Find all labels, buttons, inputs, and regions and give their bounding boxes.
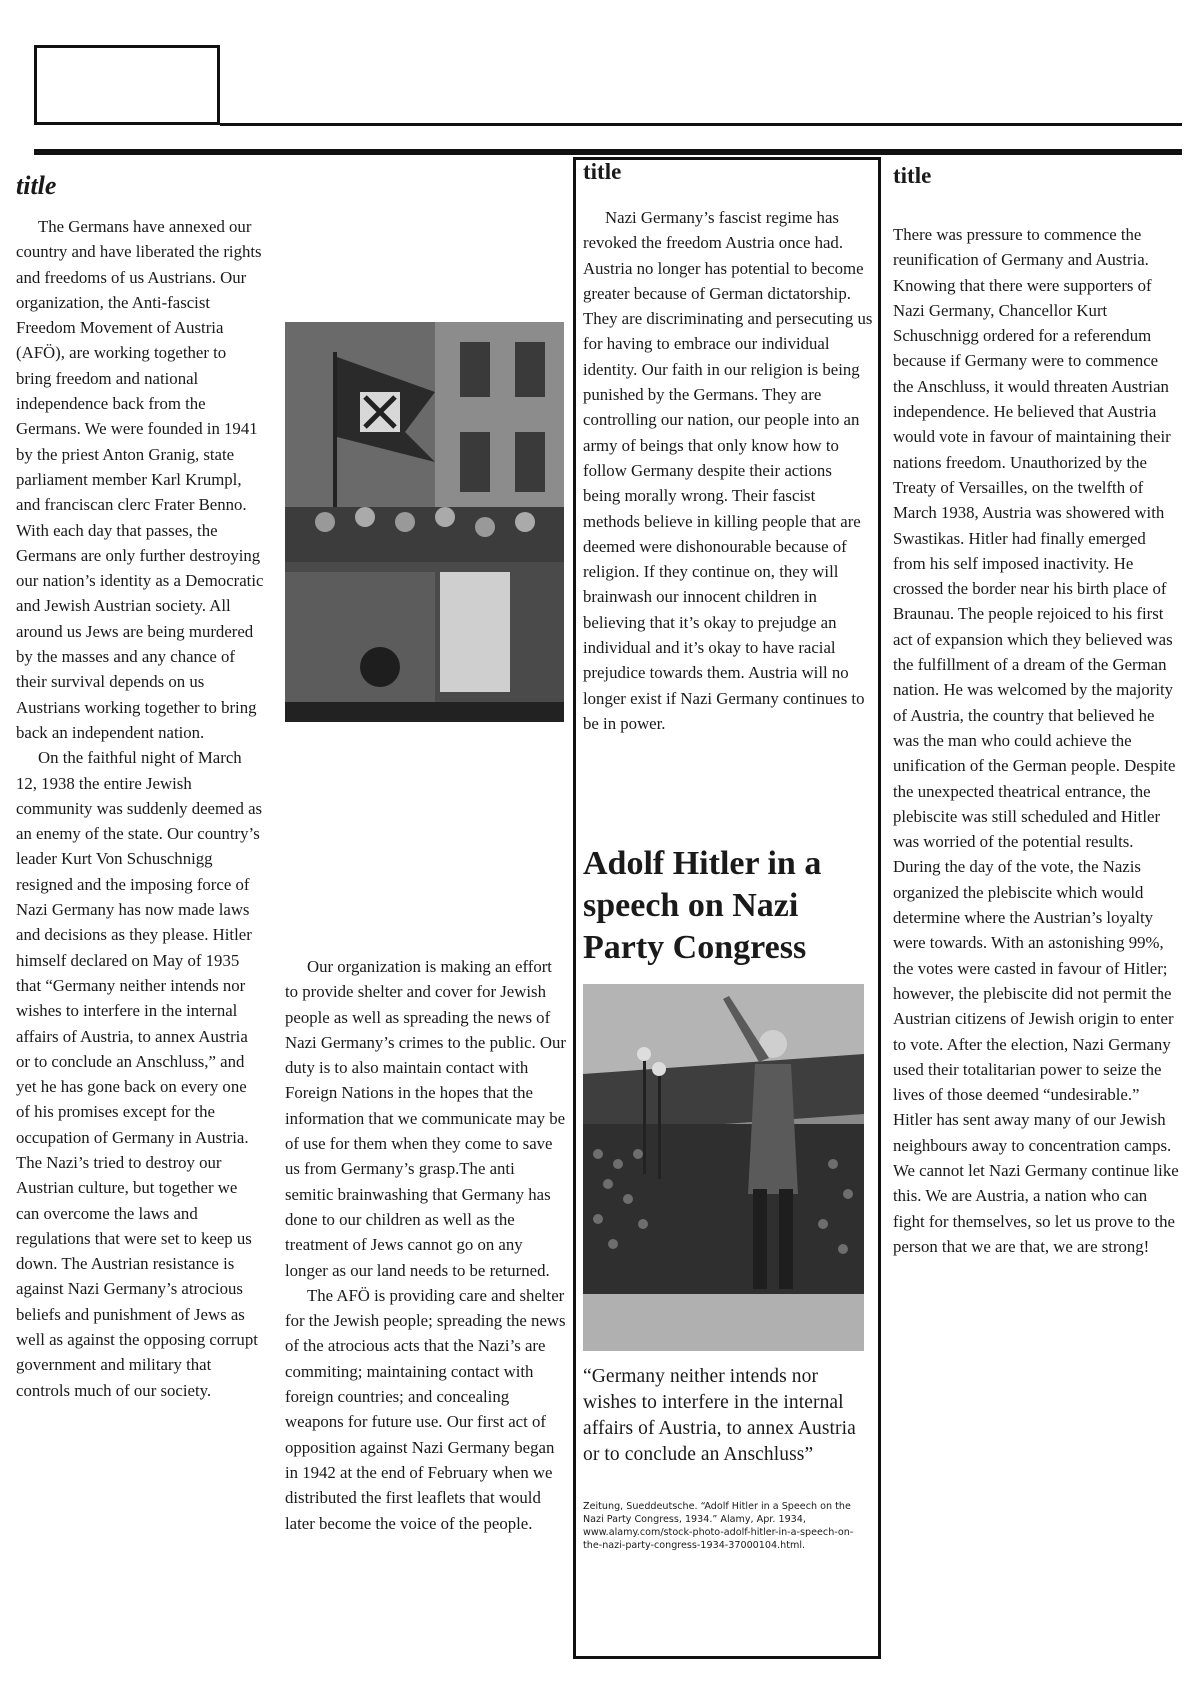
sidebar-paragraph: Nazi Germany’s fascist regime has revoked the freedom Austria once had. Austria no longer has potential to become greater because of German dictatorship. They are discriminating and persecuting us for having to embrace our individual identity. Our faith in our religion is being punished by the Germans. They are controlling our nation, our people into an army of beings that only know how to follow Germany despite their actions being morally wrong. Their fascist methods believe in killing people that are deemed were dishonourable because of religion. If they continue on, they will brainwash our innocent children in believing that it’s okay to prejudge an individual and it’s okay to have racial prejudice towards them. Austria will no longer exist if Nazi Germany continues to be in power. bbox=[583, 208, 873, 733]
truck-rally-photo bbox=[285, 322, 564, 722]
sidebar-title: title bbox=[583, 159, 622, 184]
middle-paragraph: Our organization is making an effort to provide shelter and cover for Jewish people as well as spreading the news of Nazi Germany’s crimes to the public. Our duty is to also maintain contact with Foreign Nations in the hopes that the information that we communicate may be of use for them when they come to save us from Germany’s grasp.The anti semitic brainwashing that Germany has done to our children as well as the treatment of Jews cannot go on any longer as our land needs to be returned. bbox=[285, 957, 567, 1280]
speech-photo bbox=[583, 984, 864, 1351]
left-paragraph: On the faithful night of March 12, 1938 the entire Jewish community was suddenly deemed as an enemy of the state. Our country’s leader Kurt Von Schuschnigg resigned and the imposing force of Nazi Germany has now made laws and decisions as they please. Hitler himself declared on May of 1935 that “Germany neither intends nor wishes to interfere in the internal affairs of Austria, to annex Austria or to conclude an Anschluss,” and yet he has gone back on every one of his promises except for the occupation of Germany in Austria. The Nazi’s tried to destroy our Austrian culture, but together we can overcome the laws and regulations that were set to keep us down. The Austrian resistance is against Nazi Germany’s atrocious beliefs and punishment of Jews as well as against the opposing corrupt government and military that controls much of our society. bbox=[16, 748, 263, 1400]
photo-headline: Adolf Hitler in a speech on Nazi Party Congress bbox=[583, 845, 822, 966]
left-paragraph: The Germans have annexed our country and have liberated the rights and freedoms of us Austrians. Our organization, the Anti-fascist Freedom Movement of Austria (AFÖ), are working together to bring freedom and national independence back from the Germans. We were founded in 1941 by the priest Anton Granig, state parliament member Karl Krumpl, and franciscan clerc Frater Benno. With each day that passes, the Germans are only further destroying our nation’s identity as a Democratic and Jewish Austrian society. All around us Jews are being murdered by the masses and any chance of their survival depends on us Austrians working together to bring back an independent nation. bbox=[16, 217, 264, 742]
masthead-rule-thin bbox=[220, 123, 1182, 126]
masthead-box bbox=[34, 45, 220, 125]
right-column-body bbox=[893, 222, 1182, 1259]
quote: “Germany neither intends nor wishes to interfere in the internal affairs of Austria, to annex Austria or to conclude an Anschluss” bbox=[583, 1366, 856, 1465]
sidebar-body bbox=[583, 205, 873, 736]
middle-paragraph: The AFÖ is providing care and shelter for the Jewish people; spreading the news of the atrocious acts that the Nazi’s are commiting; maintaining contact with foreign countries; and concealing weapons for future use. Our first act of opposition against Nazi Germany began in 1942 at the end of February when we distributed the first leaflets that would later become the voice of the people. bbox=[285, 1285, 566, 1533]
truck-rally-photo-icon bbox=[285, 322, 564, 722]
left-column-title: title bbox=[16, 171, 57, 200]
left-column-body bbox=[16, 214, 264, 1403]
middle-column-body bbox=[285, 954, 567, 1536]
masthead-rule-thick bbox=[34, 149, 1182, 155]
photo-citation: Zeitung, Sueddeutsche. “Adolf Hitler in a Speech on the Nazi Party Congress, 1934.” Alamy, Apr. 1934, www.alamy.com/stock-photo-adolf-hitler-in-a-speech-on-the-nazi-party-congress-1934-37000104.html. bbox=[583, 1501, 854, 1551]
speech-photo-icon bbox=[583, 984, 864, 1351]
right-paragraph: There was pressure to commence the reunification of Germany and Austria. Knowing that there were supporters of Nazi Germany, Chancellor Kurt Schuschnigg ordered for a referendum because if Germany were to commence the Anschluss, it would threaten Austrian independence. He believed that Austria would vote in favour of maintaining their nations freedom. Unauthorized by the Treaty of Versailles, on the twelfth of March 1938, Austria was showered with Swastikas. Hitler had finally emerged from his self imposed inactivity. He crossed the border near his birth place of Braunau. The people rejoiced to his first act of expansion which they believed was the fulfillment of a dream of the German nation. He was welcomed by the majority of Austria, the country that believed he was the man who could achieve the unification of the German people. Despite the unexpected theatrical entrance, the plebiscite was still scheduled and Hitler was worried of the potential results. During the day of the vote, the Nazis organized the plebiscite which would determine where the Austrian’s loyalty were towards. With an astonishing 99%, the votes were casted in favour of Hitler; however, the plebiscite did not permit the Austrian citizens of Jewish origin to enter to vote. After the election, Nazi Germany used their totalitarian power to seize the lives of those deemed “undesirable.” Hitler has sent away many of our Jewish neighbours away to concentration camps. We cannot let Nazi Germany continue like this. We are Austria, a nation who can fight for themselves, so let us prove to the person that we are that, we are strong! bbox=[893, 225, 1179, 1256]
right-column-title: title bbox=[893, 163, 932, 188]
